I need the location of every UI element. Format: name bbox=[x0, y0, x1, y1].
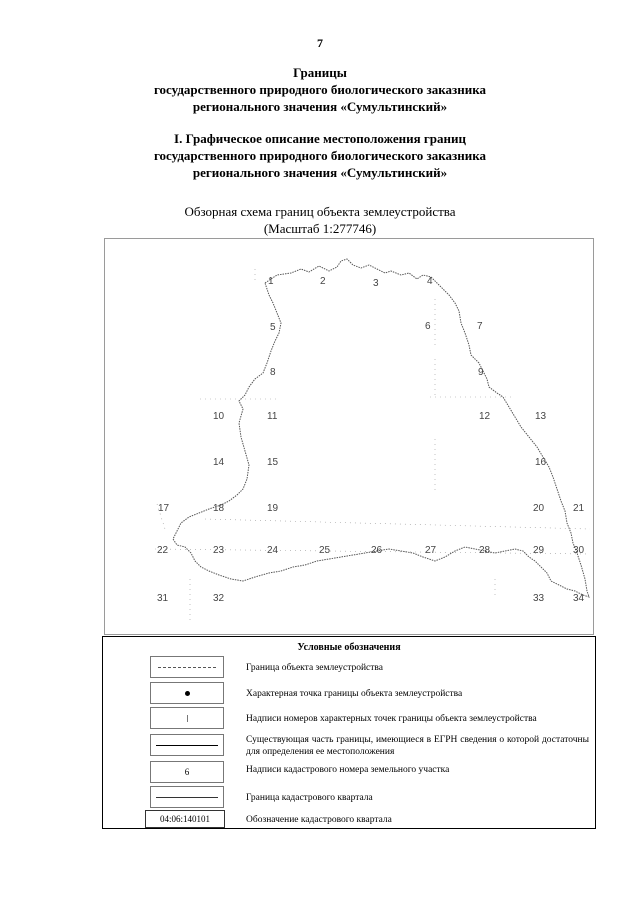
legend bbox=[102, 636, 596, 829]
boundary-point-label: 20 bbox=[533, 503, 545, 514]
boundary-point-label: 31 bbox=[157, 593, 169, 604]
document-title bbox=[0, 64, 640, 115]
boundary-point-label: 2 bbox=[320, 276, 326, 287]
overview-map bbox=[104, 238, 594, 635]
boundary-point-label: 3 bbox=[373, 278, 379, 289]
boundary-point-label: 24 bbox=[267, 545, 279, 556]
title-line-2: государственного природного биологического заказника bbox=[153, 82, 487, 97]
legend-text: Надписи кадастрового номера земельного участка bbox=[246, 765, 450, 775]
scheme-scale: (Масштаб 1:277746) bbox=[263, 221, 377, 236]
boundary-point-label: 11 bbox=[267, 411, 278, 422]
boundary-point-label: 30 bbox=[573, 545, 585, 556]
boundary-point-label: 34 bbox=[573, 593, 585, 604]
cadastral-quarter-sample: 04:06:140101 bbox=[145, 810, 225, 828]
boundary-point-label: 29 bbox=[533, 545, 545, 556]
legend-text: Обозначение кадастрового квартала bbox=[246, 815, 392, 825]
boundary-point-label: 23 bbox=[213, 545, 225, 556]
boundary-point-label: 10 bbox=[213, 411, 225, 422]
legend-row-quarter-boundary bbox=[103, 786, 595, 810]
tick-mark-icon bbox=[150, 707, 224, 729]
thick-line-icon bbox=[150, 734, 224, 756]
boundary-point-label: 19 bbox=[267, 503, 279, 514]
parcel-number-sample: 6 bbox=[150, 761, 224, 783]
legend-row-boundary bbox=[103, 656, 595, 680]
boundary-point-label: 9 bbox=[478, 367, 484, 378]
legend-text: Граница кадастрового квартала bbox=[246, 793, 373, 803]
legend-row-point bbox=[103, 682, 595, 706]
thin-line-icon bbox=[150, 786, 224, 808]
boundary-point-label: 6 bbox=[425, 321, 431, 332]
legend-row-existing-boundary bbox=[103, 734, 595, 758]
section-heading bbox=[0, 130, 640, 181]
legend-row-parcel-number bbox=[103, 761, 595, 785]
map-canvas bbox=[105, 239, 594, 635]
boundary-point-label: 7 bbox=[477, 321, 483, 332]
dashed-line-icon bbox=[150, 656, 224, 678]
boundary-point-label: 22 bbox=[157, 545, 169, 556]
section-line-2: государственного природного биологического заказника bbox=[153, 148, 487, 163]
boundary-point-label: 15 bbox=[267, 457, 279, 468]
boundary-point-label: 17 bbox=[158, 503, 170, 514]
section-line-1: I. Графическое описание местоположения границ bbox=[174, 131, 466, 146]
cadastral-grid bbox=[155, 269, 590, 624]
page-number: 7 bbox=[317, 36, 323, 50]
section-line-3: регионального значения «Сумультинский» bbox=[192, 165, 448, 180]
boundary-point-label: 26 bbox=[371, 545, 383, 556]
legend-text: Существующая часть границы, имеющиеся в ЕГРН сведения о которой достаточны для определения ее местоположения bbox=[246, 735, 589, 757]
legend-row-point-numbers bbox=[103, 707, 595, 731]
boundary-point-label: 5 bbox=[270, 322, 276, 333]
boundary-point-label: 25 bbox=[319, 545, 331, 556]
boundary-point-label: 16 bbox=[535, 457, 547, 468]
legend-text: Граница объекта землеустройства bbox=[246, 663, 383, 673]
legend-row-quarter-label bbox=[103, 810, 595, 834]
boundary-point-label: 32 bbox=[213, 593, 225, 604]
legend-title: Условные обозначения bbox=[297, 642, 401, 653]
title-line-3: регионального значения «Сумультинский» bbox=[192, 99, 448, 114]
grid-line bbox=[205, 519, 590, 529]
boundary-point-label: 1 bbox=[268, 276, 274, 287]
boundary-point-label: 12 bbox=[479, 411, 491, 422]
boundary-point-label: 18 bbox=[213, 503, 225, 514]
legend-text: Надписи номеров характерных точек границы объекта землеустройства bbox=[246, 714, 537, 724]
boundary-point-label: 8 bbox=[270, 367, 276, 378]
legend-text: Характерная точка границы объекта землеустройства bbox=[246, 689, 463, 699]
title-line-1: Границы bbox=[293, 65, 347, 80]
boundary-point-label: 14 bbox=[213, 457, 225, 468]
boundary-point-label: 33 bbox=[533, 593, 545, 604]
boundary-point-label: 27 bbox=[425, 545, 437, 556]
point-dot-icon bbox=[150, 682, 224, 704]
boundary-point-label: 4 bbox=[427, 276, 433, 287]
boundary-point-label: 13 bbox=[535, 411, 547, 422]
scheme-caption bbox=[0, 203, 640, 237]
scheme-title: Обзорная схема границ объекта землеустройства bbox=[184, 204, 456, 219]
point-labels bbox=[157, 276, 585, 604]
boundary-point-label: 21 bbox=[573, 503, 585, 514]
boundary-point-label: 28 bbox=[479, 545, 491, 556]
